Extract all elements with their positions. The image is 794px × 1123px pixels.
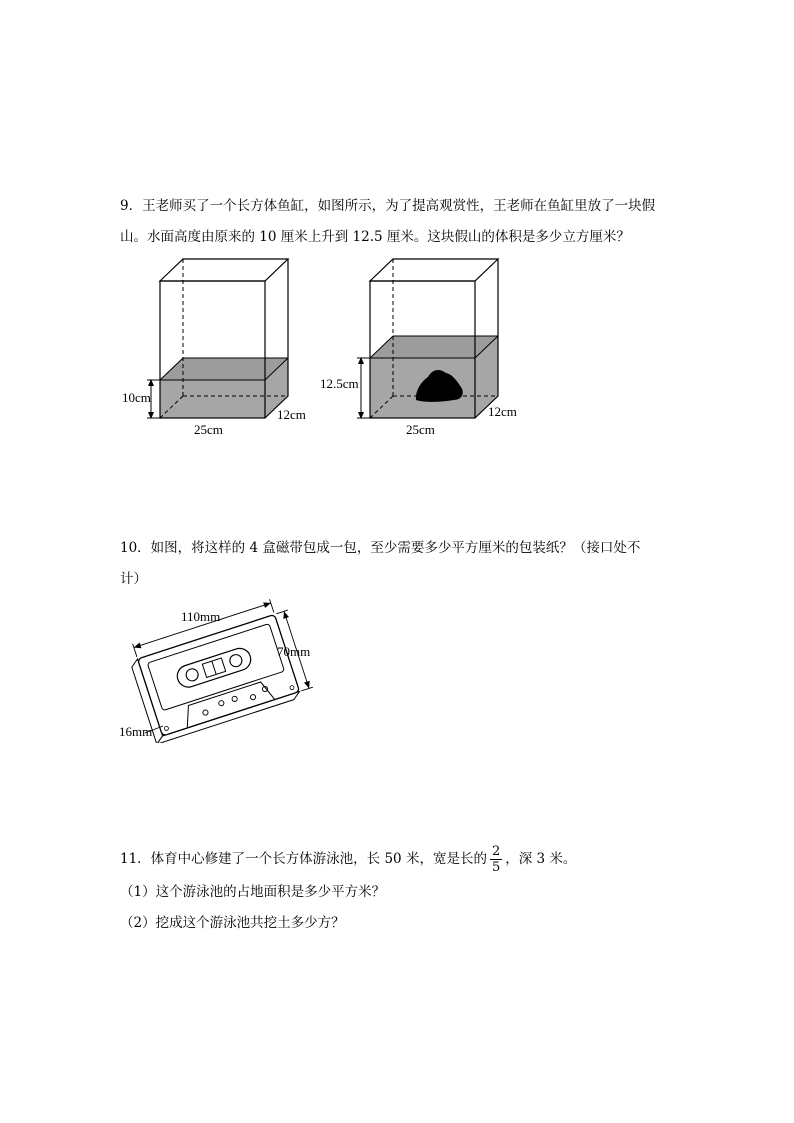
fish-tank-figure-left (110, 250, 330, 440)
q10-text-line1: 10．如图，将这样的 4 盒磁带包成一包，至少需要多少平方厘米的包装纸？（接口处不 (120, 540, 641, 556)
q9-text-line2: 山。水面高度由原来的 10 厘米上升到 12.5 厘米。这块假山的体积是多少立方厘米？ (120, 229, 630, 245)
cassette-thickness-label: 16mm (119, 724, 153, 739)
water-front-face (160, 380, 265, 418)
fish-tank-figure-right (318, 250, 548, 440)
cassette-length-label: 110mm (181, 609, 221, 624)
q11-text-post: ，深 3 米。 (505, 851, 577, 867)
q11-sub2: （2）挖成这个游泳池共挖土多少方？ (120, 915, 345, 931)
fraction-denominator: 5 (491, 860, 501, 875)
q11-text-pre: 11．体育中心修建了一个长方体游泳池，长 50 米，宽是长的 (120, 851, 487, 867)
fraction-two-fifths (490, 844, 502, 875)
width-label-right: 12cm (488, 404, 517, 419)
cassette-height-label: 70mm (277, 644, 311, 659)
height-label-left: 10cm (122, 390, 151, 405)
width-label-left: 12cm (277, 407, 306, 422)
fraction-numerator: 2 (491, 844, 501, 859)
q10-text-line2: 计） (120, 571, 147, 587)
height-label-right: 12.5cm (320, 376, 359, 391)
length-label-right: 25cm (406, 422, 435, 437)
q11-sub1: （1）这个游泳池的占地面积是多少平方米？ (120, 884, 386, 900)
q9-text-line1: 9．王老师买了一个长方体鱼缸，如图所示，为了提高观赏性，王老师在鱼缸里放了一块假 (120, 198, 656, 214)
length-label-left: 25cm (194, 422, 223, 437)
cassette-figure (115, 598, 325, 743)
q11-text-line1 (120, 844, 576, 875)
